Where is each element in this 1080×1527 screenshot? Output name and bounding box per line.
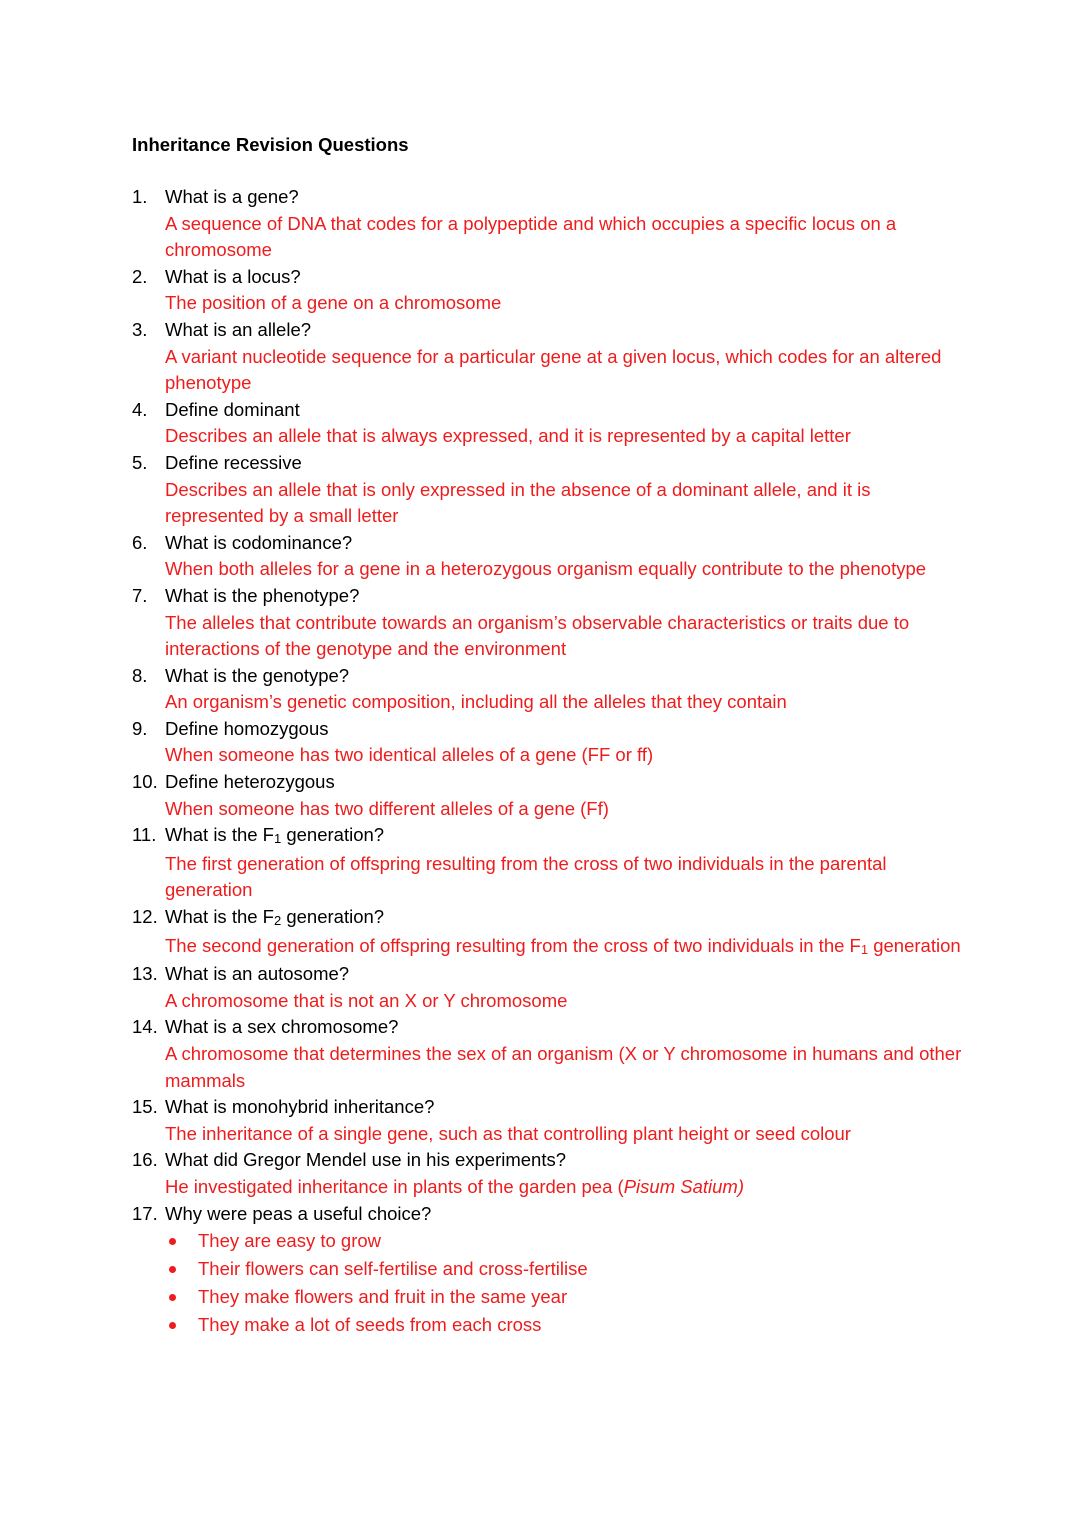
answer-text: The position of a gene on a chromosome xyxy=(165,292,502,314)
question-9 xyxy=(132,716,962,769)
question-8 xyxy=(132,663,962,716)
question-text: Define heterozygous xyxy=(165,771,335,793)
question-text-end: generation? xyxy=(281,824,385,846)
question-text: Define homozygous xyxy=(165,717,329,739)
answer-text: When someone has two different alleles of a gene (Ff) xyxy=(165,797,609,819)
question-text-start: What is the F xyxy=(165,906,274,928)
question-number: 17. xyxy=(132,1202,158,1224)
answer-text: A chromosome that determines the sex of an organism (X or Y chromosome in humans and other mammals xyxy=(165,1043,962,1091)
question-11 xyxy=(132,822,962,904)
question-number: 7. xyxy=(132,584,148,606)
question-number: 16. xyxy=(132,1149,158,1171)
answer-text: When someone has two identical alleles of a gene (FF or ff) xyxy=(165,744,654,766)
question-16 xyxy=(132,1147,962,1200)
question-12 xyxy=(132,904,962,961)
question-13 xyxy=(132,961,962,1014)
question-2 xyxy=(132,264,962,317)
bullet-icon xyxy=(169,1322,176,1329)
question-number: 14. xyxy=(132,1016,158,1038)
answer-text-start: The second generation of offspring resulting from the cross of two individuals in the F xyxy=(165,934,861,956)
question-5 xyxy=(132,450,962,530)
question-number: 11. xyxy=(132,824,157,846)
question-number: 9. xyxy=(132,717,148,739)
bullet-text: They make a lot of seeds from each cross xyxy=(198,1313,542,1335)
question-number: 8. xyxy=(132,664,148,686)
question-number: 15. xyxy=(132,1096,158,1118)
answer-bullet xyxy=(165,1255,962,1283)
question-text: Define dominant xyxy=(165,398,300,420)
question-text: Define recessive xyxy=(165,451,302,473)
answer-text: A sequence of DNA that codes for a polypeptide and which occupies a specific locus on a chromosome xyxy=(165,212,897,261)
question-number: 13. xyxy=(132,963,158,985)
species-name: Pisum Satium) xyxy=(623,1175,744,1197)
document-page xyxy=(132,132,962,1338)
question-4 xyxy=(132,397,962,450)
question-number: 1. xyxy=(132,186,148,207)
question-text-start: What is the F xyxy=(165,824,274,846)
question-text: What is the genotype? xyxy=(165,664,350,686)
answer-text: A variant nucleotide sequence for a particular gene at a given locus, which codes for an altered phenotype xyxy=(165,345,942,394)
question-text: What is codominance? xyxy=(165,531,353,553)
bullet-icon xyxy=(169,1238,176,1245)
bullet-text: They make flowers and fruit in the same year xyxy=(198,1285,568,1307)
document-title: Inheritance Revision Questions xyxy=(132,134,409,155)
question-text: What is a locus? xyxy=(165,265,301,287)
answer-bullet-list xyxy=(165,1227,962,1338)
question-list xyxy=(132,184,962,1338)
question-3 xyxy=(132,317,962,397)
answer-text: Describes an allele that is always expressed, and it is represented by a capital letter xyxy=(165,425,851,447)
answer-bullet xyxy=(165,1311,962,1339)
question-text xyxy=(165,822,962,851)
question-15 xyxy=(132,1094,962,1147)
question-text xyxy=(165,904,962,933)
question-number: 10. xyxy=(132,771,158,793)
answer-text: The first generation of offspring resulting from the cross of two individuals in the parental generation xyxy=(165,852,887,901)
question-6 xyxy=(132,530,962,583)
answer-text: An organism’s genetic composition, including all the alleles that they contain xyxy=(165,691,787,713)
question-text: Why were peas a useful choice? xyxy=(165,1202,432,1224)
question-text: What is a gene? xyxy=(165,186,299,207)
question-1 xyxy=(132,184,962,264)
question-text: What did Gregor Mendel use in his experiments? xyxy=(165,1149,567,1171)
answer-bullet xyxy=(165,1227,962,1255)
question-text: What is monohybrid inheritance? xyxy=(165,1096,435,1118)
question-number: 6. xyxy=(132,531,148,553)
question-number: 3. xyxy=(132,318,148,340)
question-10 xyxy=(132,769,962,822)
answer-text xyxy=(165,933,962,962)
bullet-icon xyxy=(169,1294,176,1301)
question-17 xyxy=(132,1201,962,1339)
answer-text-end: generation xyxy=(868,934,961,956)
answer-text: Describes an allele that is only expressed in the absence of a dominant allele, and it is represented by a small letter xyxy=(165,478,871,527)
question-text: What is the phenotype? xyxy=(165,584,360,606)
answer-text-start: He investigated inheritance in plants of the garden pea ( xyxy=(165,1175,624,1197)
answer-text xyxy=(165,1174,962,1201)
question-text: What is a sex chromosome? xyxy=(165,1016,399,1038)
question-14 xyxy=(132,1014,962,1094)
question-text: What is an autosome? xyxy=(165,963,350,985)
answer-bullet xyxy=(165,1283,962,1311)
answer-text: When both alleles for a gene in a heterozygous organism equally contribute to the phenotype xyxy=(165,558,927,580)
bullet-text: Their flowers can self-fertilise and cross-fertilise xyxy=(198,1257,588,1279)
bullet-icon xyxy=(169,1266,176,1273)
question-text-end: generation? xyxy=(281,906,385,928)
question-number: 2. xyxy=(132,265,148,287)
subscript: 2 xyxy=(273,913,282,929)
bullet-text: They are easy to grow xyxy=(198,1230,382,1252)
question-text: What is an allele? xyxy=(165,318,312,340)
answer-text: The alleles that contribute towards an organism’s observable characteristics or traits due to interactions of the genotype and the environment xyxy=(165,611,910,660)
answer-text: A chromosome that is not an X or Y chromosome xyxy=(165,989,568,1011)
subscript: 1 xyxy=(273,831,282,847)
answer-text: The inheritance of a single gene, such as that controlling plant height or seed colour xyxy=(165,1122,851,1144)
question-number: 12. xyxy=(132,906,158,928)
question-7 xyxy=(132,583,962,663)
question-number: 4. xyxy=(132,398,148,420)
question-number: 5. xyxy=(132,451,148,473)
subscript: 1 xyxy=(860,941,869,957)
